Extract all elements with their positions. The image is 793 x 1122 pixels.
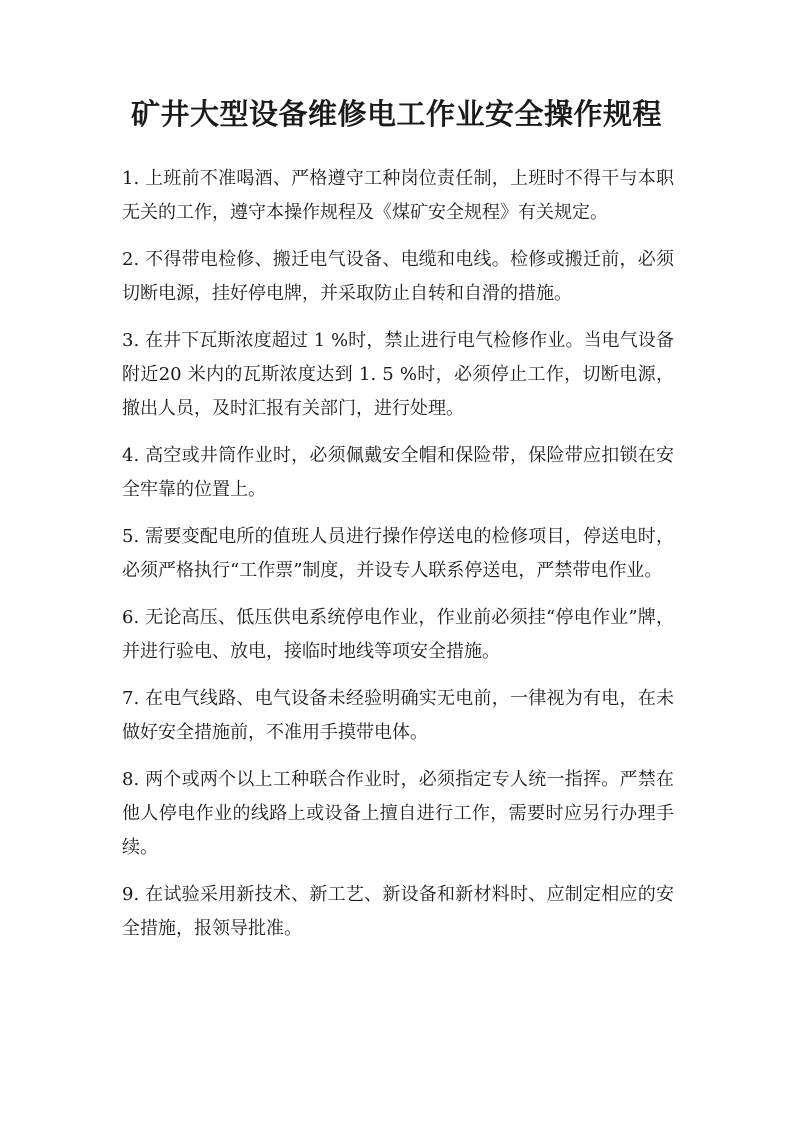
paragraph-8: 8. 两个或两个以上工种联合作业时，必须指定专人统一指挥。严禁在他人停电作业的线路上或设备上擅自进行工作，需要时应另行办理手续。 (122, 769, 674, 858)
document-body (122, 162, 674, 959)
paragraph-7: 7. 在电气线路、电气设备未经验明确实无电前，一律视为有电，在未做好安全措施前，不准用手摸带电体。 (122, 688, 674, 743)
paragraph-3: 3. 在井下瓦斯浓度超过 1 %时，禁止进行电气检修作业。当电气设备附近20 米内的瓦斯浓度达到 1. 5 %时，必须停止工作，切断电源，撤出人员，及时汇报有关部门，进行处理。 (122, 330, 674, 419)
paragraph-5: 5. 需要变配电所的值班人员进行操作停送电的检修项目，停送电时，必须严格执行“工作票”制度，并设专人联系停送电，严禁带电作业。 (122, 526, 674, 581)
paragraph-1: 1. 上班前不准喝酒、严格遵守工种岗位责任制，上班时不得干与本职无关的工作，遵守本操作规程及《煤矿安全规程》有关规定。 (122, 168, 674, 223)
paragraph-9: 9. 在试验采用新技术、新工艺、新设备和新材料时、应制定相应的安全措施，报领导批准。 (122, 884, 674, 939)
paragraph-6: 6. 无论高压、低压供电系统停电作业，作业前必须挂“停电作业”牌，并进行验电、放电，接临时地线等项安全措施。 (122, 607, 674, 662)
paragraph-2: 2. 不得带电检修、搬迁电气设备、电缆和电线。检修或搬迁前，必须切断电源，挂好停电牌，并采取防止自转和自滑的措施。 (122, 249, 674, 304)
paragraph-4: 4. 高空或井筒作业时，必须佩戴安全帽和保险带，保险带应扣锁在安全牢靠的位置上。 (122, 445, 674, 500)
document-title: 矿井大型设备维修电工作业安全操作规程 (130, 97, 662, 131)
